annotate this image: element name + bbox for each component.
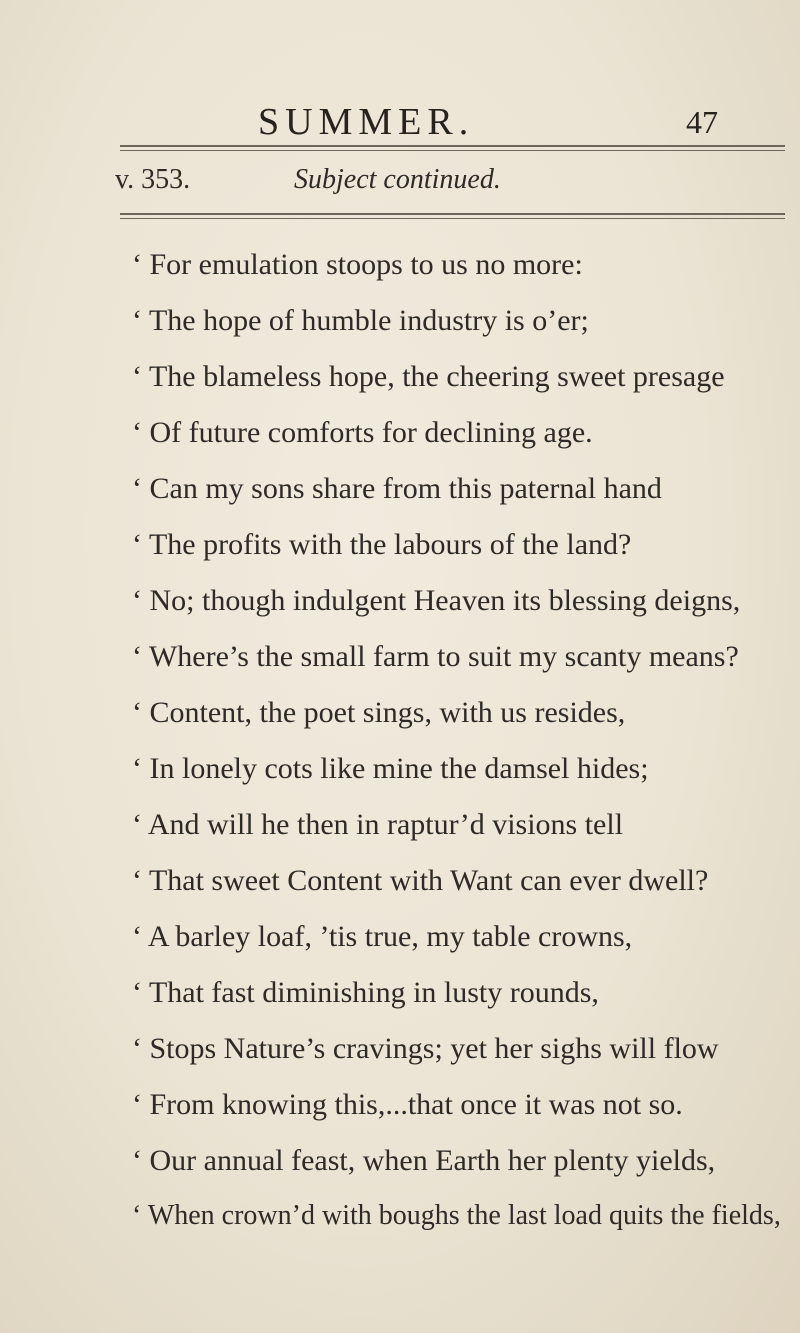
verse-line: ‘ Content, the poet sings, with us resides, (132, 696, 626, 729)
page-number: 47 (686, 104, 718, 140)
verse-line: ‘ Our annual feast, when Earth her plenty yields, (132, 1144, 716, 1177)
top-rule-thin (120, 150, 785, 151)
verse-line: ‘ Can my sons share from this paternal hand (132, 472, 662, 505)
verse-line: ‘ For emulation stoops to us no more: (132, 248, 583, 281)
verse-line: ‘ That sweet Content with Want can ever dwell? (132, 864, 709, 897)
top-rule (120, 145, 785, 147)
verse-line: ‘ No; though indulgent Heaven its blessing deigns, (132, 584, 741, 617)
verse-line: ‘ A barley loaf, ’tis true, my table crowns, (132, 920, 633, 953)
subject-heading: Subject continued. (294, 164, 501, 195)
verse-reference: v. 353. (115, 164, 191, 195)
verse-line: ‘ Where’s the small farm to suit my scanty means? (132, 640, 739, 673)
verse-line: ‘ That fast diminishing in lusty rounds, (132, 976, 599, 1009)
verse-line: ‘ In lonely cots like mine the damsel hides; (132, 752, 649, 785)
bottom-rule-thin (120, 218, 785, 219)
running-title: SUMMER. (258, 101, 475, 143)
verse-line: ‘ When crown’d with boughs the last load quits the fields, (132, 1200, 781, 1231)
verse-line: ‘ Stops Nature’s cravings; yet her sighs will flow (132, 1032, 719, 1065)
bottom-rule (120, 213, 785, 215)
verse-line: ‘ Of future comforts for declining age. (132, 416, 593, 449)
verse-line: ‘ The blameless hope, the cheering sweet presage (132, 360, 725, 393)
verse-line: ‘ The profits with the labours of the land? (132, 528, 632, 561)
verse-line: ‘ And will he then in raptur’d visions tell (132, 808, 624, 841)
verse-line: ‘ From knowing this,...that once it was not so. (132, 1088, 683, 1121)
verse-line: ‘ The hope of humble industry is o’er; (132, 304, 589, 337)
